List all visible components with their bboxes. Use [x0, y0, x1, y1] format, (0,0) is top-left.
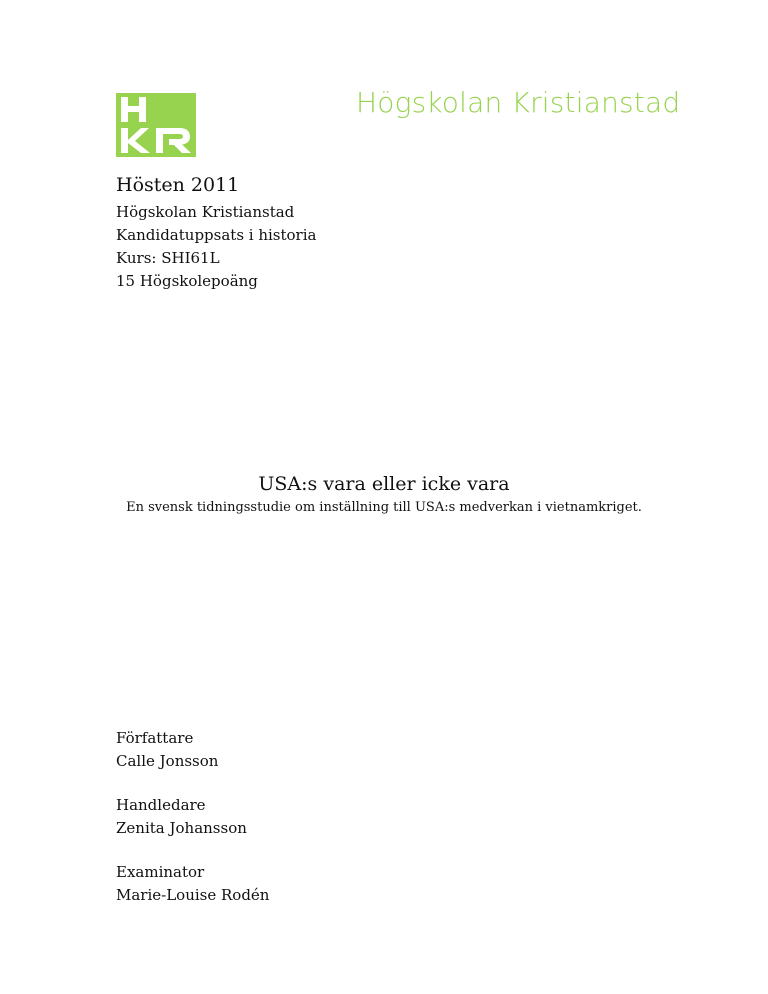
hkr-logo-icon — [116, 93, 196, 157]
thesis-title: USA:s vara eller icke vara — [258, 473, 510, 495]
institution-name: Högskolan Kristianstad — [356, 86, 681, 119]
thesis-type-line: Kandidatuppsats i historia — [116, 226, 317, 244]
author-label: Författare — [116, 729, 194, 747]
title-block — [0, 472, 768, 518]
examiner-name: Marie-Louise Rodén — [116, 886, 270, 904]
thesis-info — [116, 201, 316, 293]
examiner-label: Examinator — [116, 863, 205, 881]
examiner-group — [116, 861, 269, 907]
supervisor-group — [116, 794, 269, 840]
university-line: Högskolan Kristianstad — [116, 203, 295, 221]
course-line: Kurs: SHI61L — [116, 249, 220, 267]
supervisor-name: Zenita Johansson — [116, 819, 247, 837]
hkr-logo — [116, 93, 196, 157]
people-section — [116, 727, 269, 928]
author-name: Calle Jonsson — [116, 752, 219, 770]
credits-line: 15 Högskolepoäng — [116, 272, 258, 290]
author-group — [116, 727, 269, 773]
thesis-subtitle: En svensk tidningsstudie om inställning till USA:s medverkan i vietnamkriget. — [126, 500, 642, 515]
semester-heading: Hösten 2011 — [116, 174, 240, 196]
supervisor-label: Handledare — [116, 796, 206, 814]
